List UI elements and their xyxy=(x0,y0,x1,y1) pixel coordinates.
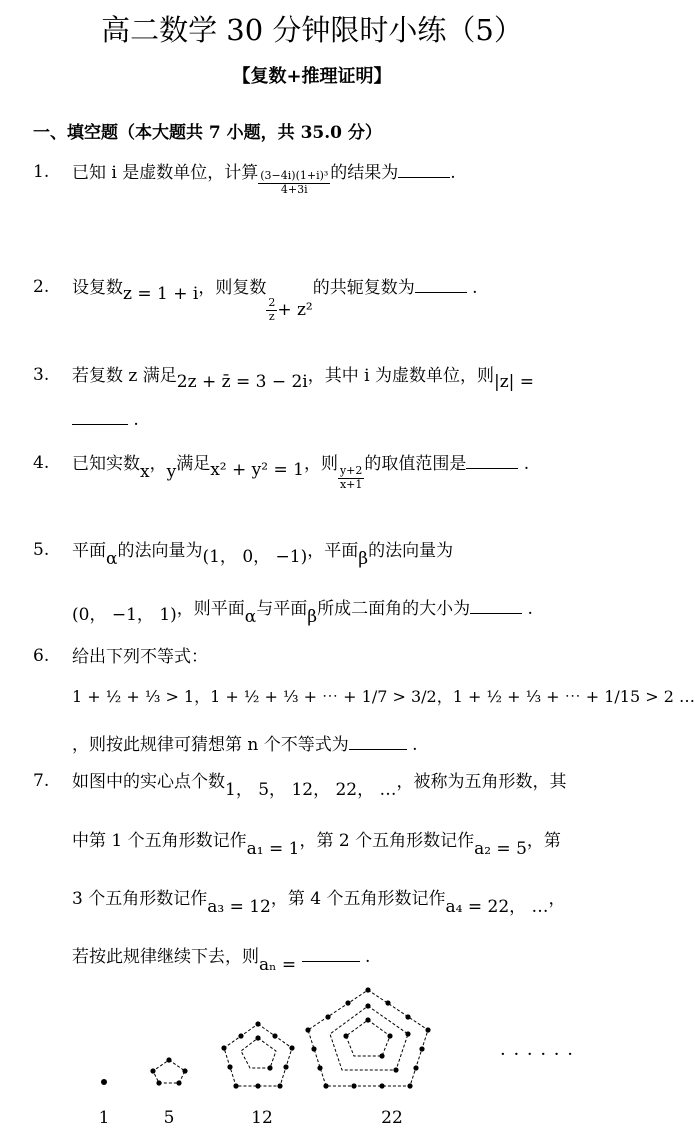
q4-math-c: x² + y² = 1 xyxy=(210,460,304,480)
q2-frac-den: z xyxy=(268,310,275,323)
q1-fraction xyxy=(258,170,330,196)
q5-text-f: 与平面 xyxy=(256,599,308,619)
q4-frac-num: y+2 xyxy=(339,464,363,478)
q5-tail: . xyxy=(522,599,533,619)
figure-ellipsis: · · · · · · xyxy=(500,1044,574,1065)
q3-text-a: 若复数 z 满足 xyxy=(72,366,177,386)
q1-text-b: 的结果为 xyxy=(330,163,399,183)
q1-text-a: 已知 i 是虚数单位，计算 xyxy=(72,163,259,183)
question-number-6: 6. xyxy=(33,646,50,666)
q4-fraction xyxy=(338,465,364,491)
q1-answer-blank[interactable] xyxy=(398,163,450,178)
q2-fraction xyxy=(266,297,277,323)
question-6-inequalities xyxy=(72,684,695,707)
q7-text-b: ，被称为五角形数，其 xyxy=(396,772,567,792)
q4-math-x: x xyxy=(140,462,150,482)
q5-text-b: 的法向量为 xyxy=(117,541,203,561)
question-2 xyxy=(72,273,478,323)
q4-math-y: y xyxy=(166,462,177,482)
q3-math-a: 2z + z̄ = 3 − 2i xyxy=(176,372,308,392)
question-7-line-2 xyxy=(72,826,561,859)
figure-label-22: 22 xyxy=(381,1108,403,1128)
figure-22-dots xyxy=(305,987,430,1088)
q2-math-a: z = 1 + i xyxy=(123,284,199,304)
question-number-4: 4. xyxy=(33,453,50,473)
figure-12 xyxy=(224,1024,292,1086)
q5-beta-2: β xyxy=(307,607,318,627)
q5-text-a: 平面 xyxy=(72,541,106,561)
q2-math-b: + z² xyxy=(277,300,313,320)
q7-tail: . xyxy=(359,947,371,967)
figure-label-5: 5 xyxy=(163,1108,175,1128)
question-1 xyxy=(72,158,456,196)
q5-beta: β xyxy=(358,549,369,569)
q6-answer-blank[interactable] xyxy=(349,735,407,750)
q7-math-c: a₂ = 5 xyxy=(474,839,527,859)
q6-inequality-1: 1 + ½ + ⅓ > 1， xyxy=(72,687,211,706)
q5-text-c: ，平面 xyxy=(307,541,359,561)
q4-answer-blank[interactable] xyxy=(466,454,518,469)
q6-inequality-3: 1 + ½ + ⅓ + ⋯ + 1/15 > 2 … xyxy=(452,687,695,706)
question-number-7: 7. xyxy=(33,771,50,791)
q6-tail: . xyxy=(406,735,418,755)
question-7-line-3 xyxy=(72,884,566,917)
q5-alpha: α xyxy=(106,549,118,569)
figure-5 xyxy=(153,1060,185,1083)
figure-label-12: 12 xyxy=(251,1108,273,1128)
q4-text-c: 满足 xyxy=(176,454,211,474)
question-4 xyxy=(72,449,530,491)
q2-text-c: 的共轭复数为 xyxy=(312,278,415,298)
pentagonal-numbers-figure xyxy=(0,980,624,1146)
q7-text-c: 中第 1 个五角形数记作 xyxy=(72,831,247,851)
q4-text-e: 的取值范围是 xyxy=(364,454,467,474)
q7-math-b: a₁ = 1 xyxy=(246,839,300,859)
q5-answer-blank[interactable] xyxy=(470,599,522,614)
question-5-line-1 xyxy=(72,536,454,569)
question-number-3: 3. xyxy=(33,365,50,385)
q7-text-h: ， xyxy=(548,889,566,909)
figure-12-dots xyxy=(221,1021,294,1088)
q5-text-d: 的法向量为 xyxy=(368,541,454,561)
figure-1 xyxy=(101,1079,107,1085)
q3-tail: . xyxy=(128,410,139,430)
question-5-line-2 xyxy=(72,594,533,627)
q7-text-d: ，第 2 个五角形数记作 xyxy=(299,831,475,851)
q1-frac-num: (3−4i)(1+i)³ xyxy=(260,169,329,183)
q3-text-b: ，其中 i 为虚数单位，则 xyxy=(307,366,494,386)
question-number-2: 2. xyxy=(33,277,50,297)
question-number-5: 5. xyxy=(33,540,50,560)
question-3-line-2 xyxy=(72,410,139,430)
q1-frac-den: 4+3i xyxy=(280,183,308,196)
q5-text-g: 所成二面角的大小为 xyxy=(317,599,471,619)
q7-text-f: 3 个五角形数记作 xyxy=(72,889,208,909)
q2-tail: . xyxy=(466,278,478,298)
q7-math-a: 1， 5， 12， 22， … xyxy=(225,780,397,800)
q5-alpha-2: α xyxy=(244,607,257,627)
q4-text-d: ，则 xyxy=(303,454,338,474)
q5-text-e: ，则平面 xyxy=(176,599,245,619)
q4-frac-den: x+1 xyxy=(339,478,363,491)
question-7-line-4 xyxy=(72,942,371,975)
section-heading: 一、填空题（本大题共 7 小题，共 35.0 分） xyxy=(33,123,382,143)
q2-expression xyxy=(266,296,313,323)
figure-5-dots xyxy=(150,1057,187,1085)
q3-math-b: |z| = xyxy=(493,372,535,392)
page-title: 高二数学 30 分钟限时小练（5） xyxy=(101,13,523,47)
q5-vector-b: (0， −1， 1) xyxy=(72,605,177,625)
q7-math-e: a₄ = 22， … xyxy=(445,897,549,917)
q2-answer-blank[interactable] xyxy=(415,278,467,293)
q7-text-i: 若按此规律继续下去，则 xyxy=(72,947,259,967)
figure-label-1: 1 xyxy=(98,1108,110,1128)
q2-text-a: 设复数 xyxy=(72,278,123,298)
q2-frac-num: 2 xyxy=(268,296,276,310)
question-number-1: 1. xyxy=(33,162,50,182)
q7-text-g: ，第 4 个五角形数记作 xyxy=(270,889,446,909)
q3-answer-blank[interactable] xyxy=(72,410,128,425)
q7-answer-blank[interactable] xyxy=(302,947,360,962)
q7-text-e: ，第 xyxy=(526,831,561,851)
q6-inequality-2: 1 + ½ + ⅓ + ⋯ + 1/7 > 3/2， xyxy=(210,687,453,706)
question-6-line-3 xyxy=(72,730,418,755)
q4-text-b: ， xyxy=(149,454,167,474)
page-subtitle: 【复数+推理证明】 xyxy=(232,66,392,87)
q2-text-b: ，则复数 xyxy=(198,278,267,298)
q7-math-f: aₙ = xyxy=(259,955,297,975)
question-3-line-1 xyxy=(72,361,535,392)
q7-text-a: 如图中的实心点个数 xyxy=(72,772,225,792)
question-7-line-1 xyxy=(72,767,567,800)
q7-math-d: a₃ = 12 xyxy=(207,897,271,917)
q1-tail: . xyxy=(450,163,456,183)
q5-vector-a: (1， 0， −1) xyxy=(202,547,308,567)
q4-tail: . xyxy=(518,454,530,474)
q4-text-a: 已知实数 xyxy=(72,454,140,474)
question-6-line-1: 给出下列不等式： xyxy=(72,647,208,667)
q6-text-b: ，则按此规律可猜想第 n 个不等式为 xyxy=(72,735,349,755)
